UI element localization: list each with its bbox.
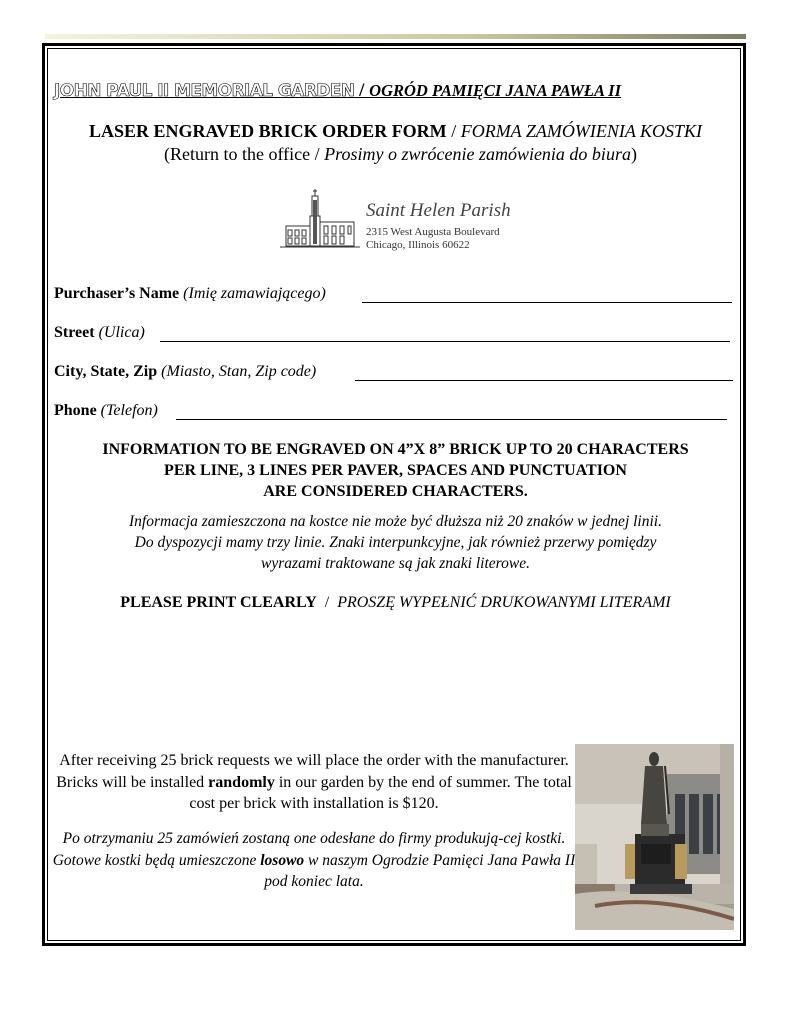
order-info-pl: Po otrzymaniu 25 zamówień zostaną one odesłane do firmy produkują-cej kostki. Gotowe kostki będą umieszczone losowo w naszym Ogrodzie Pamięci Jana Pawła II pod koniec lata. bbox=[52, 830, 576, 890]
engraving-entry-area[interactable] bbox=[54, 625, 734, 735]
statue-photo bbox=[575, 744, 734, 930]
street-label: Street (Ulica) bbox=[54, 324, 145, 341]
city-state-zip-label: City, State, Zip (Miasto, Stan, Zip code) bbox=[54, 363, 317, 380]
phone-label: Phone (Telefon) bbox=[54, 402, 158, 419]
parish-name: Saint Helen Parish bbox=[366, 200, 511, 221]
church-drawing-icon bbox=[280, 186, 530, 254]
city-state-zip-field[interactable] bbox=[355, 380, 733, 381]
parish-address-line2: Chicago, Illinois 60622 bbox=[366, 239, 470, 251]
top-decorative-bar bbox=[45, 34, 746, 39]
engraving-info-en: INFORMATION TO BE ENGRAVED ON 4”X 8” BRICK UP TO 20 CHARACTERS PER LINE, 3 LINES PER PAVER, SPACES AND PUNCTUATION ARE CONSIDERED CHARACTERS. bbox=[102, 441, 689, 500]
street-field[interactable] bbox=[160, 341, 730, 342]
phone-field[interactable] bbox=[176, 419, 727, 420]
order-info-en: After receiving 25 brick requests we will place the order with the manufacturer. Bricks will be installed randomly in our garden by the end of summer. The total cost per brick with installation is $120. bbox=[56, 752, 572, 812]
form-title: LASER ENGRAVED BRICK ORDER FORM / FORMA ZAMÓWIENIA KOSTKI bbox=[88, 121, 703, 141]
parish-logo bbox=[280, 186, 530, 254]
return-note: (Return to the office / Prosimy o zwrócenie zamówienia do biura) bbox=[164, 144, 637, 164]
page-title: JOHN PAUL II MEMORIAL GARDEN / OGRÓD PAMIĘCI JANA PAWŁA II bbox=[54, 80, 622, 101]
purchaser-name-label: Purchaser’s Name (Imię zamawiającego) bbox=[54, 285, 326, 302]
print-clearly-note: PLEASE PRINT CLEARLY / PROSZĘ WYPEŁNIĆ DRUKOWANYMI LITERAMI bbox=[120, 594, 671, 611]
purchaser-name-field[interactable] bbox=[362, 302, 732, 303]
engraving-info-pl: Informacja zamieszczona na kostce nie może być dłuższa niż 20 znaków w jednej linii. Do dyspozycji mamy trzy linie. Znaki interpunkcyjne, jak również przerwy pomiędzy wyrazami traktowane są jak znaki literowe. bbox=[129, 513, 662, 572]
parish-address-line1: 2315 West Augusta Boulevard bbox=[366, 226, 500, 238]
